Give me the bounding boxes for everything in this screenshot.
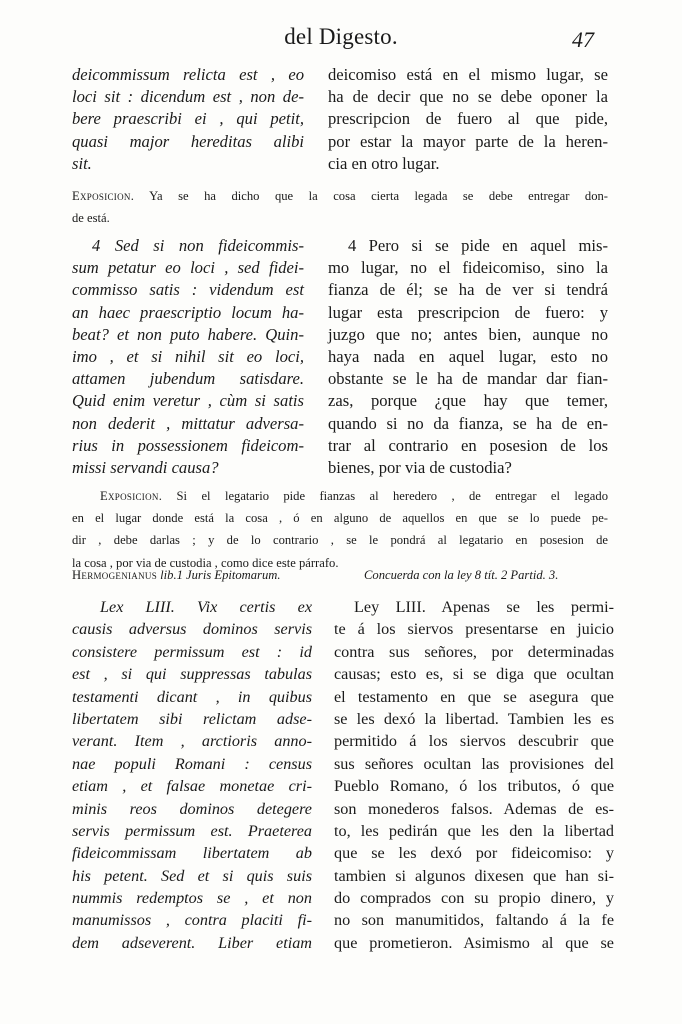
text-line: se les dexó la libertad. Tambien les es <box>334 709 614 728</box>
text-line: 4 Pero si se pide en aquel mis- <box>348 236 608 255</box>
text-line: imo , et si nihil sit eo loci, <box>72 346 304 366</box>
text-line: quando si no da fianza, se ha de en- <box>328 413 608 433</box>
text-line: Ya se ha dicho que la cosa cierta legada se debe entregar don- <box>134 189 608 203</box>
text-line: testamenti dicant , in quibus <box>72 687 312 706</box>
spanish-column-2 <box>328 235 608 479</box>
text-line: causas; esto es, si se diga que ocultan <box>334 665 614 684</box>
text-line: fideicommissam libertatem ab <box>72 844 312 863</box>
source-author: Hermogenianus <box>72 568 157 582</box>
text-line: verant. Item , arctioris anno- <box>72 732 312 751</box>
text-line: minis reos dominos detegere <box>72 799 312 818</box>
text-line: fianza de él; se ha de ver si tendrá <box>328 280 608 300</box>
text-line: quasi major hereditas alibi <box>72 131 304 151</box>
text-line: tambien si algunos dixesen que han si- <box>334 866 614 885</box>
text-line: rius in possessionem fideicom- <box>72 435 304 455</box>
page-number: 47 <box>572 27 594 52</box>
text-line: etiam , et falsae monetae cri- <box>72 777 312 796</box>
exposition-1 <box>72 189 608 233</box>
text-line: deicommissum relicta est , eo <box>72 65 304 84</box>
text-line: an haec praescriptio locum ha- <box>72 302 304 322</box>
text-line: sit. <box>72 153 92 173</box>
text-line: bienes, por via de custodia? <box>328 457 512 477</box>
text-line: zas, porque ¿que hay que temer, <box>328 391 608 411</box>
exposition-label: Exposicion. <box>100 489 163 503</box>
text-line: non dederit , mittatur adversa- <box>72 413 304 433</box>
source-citation <box>72 568 281 583</box>
text-line: bere praescribi ei , qui petit, <box>72 109 304 129</box>
spanish-column-1 <box>328 64 608 175</box>
text-line: attamen jubendum satisdare. <box>72 369 304 389</box>
text-line: nae populi Romani : census <box>72 754 312 773</box>
text-line: loci sit : dicendum est , non de- <box>72 87 304 107</box>
text-line: haya nada en aquel lugar, esto no <box>328 346 608 366</box>
text-line: por estar la mayor parte de la heren- <box>328 131 608 151</box>
text-line: Ley LIII. Apenas se les permi- <box>354 598 614 616</box>
text-line: mo lugar, no el fideicomiso, sino la <box>328 258 608 278</box>
text-line: Lex LIII. Vix certis ex <box>100 598 312 616</box>
text-line: dem adseverent. Liber etiam <box>72 933 312 952</box>
text-line: el testamento en que se asegura que <box>334 687 614 706</box>
text-line: libertatem sibi relictam adse- <box>72 709 312 728</box>
text-line: Si el legatario pide fianzas al heredero , de entregar el legado <box>162 489 608 503</box>
text-line: te á los siervos presentarse en juicio <box>334 620 614 639</box>
text-line: contra sus señores, por determinadas <box>334 642 614 661</box>
text-line: no son manumitidos, faltando á la fe <box>334 911 614 930</box>
text-line: manumissos , contra placiti fi- <box>72 911 312 930</box>
text-line: do comprados con su propio dinero, y <box>334 889 614 908</box>
text-line: son monederos falsos. Ademas de es- <box>334 799 614 818</box>
text-line: en el lugar donde está la cosa , ó en alguno de aquellos en que se lo puede pe- <box>72 511 608 526</box>
text-line: 4 Sed si non fideicommis- <box>92 236 304 255</box>
text-line: Quid enim veretur , cùm si satis <box>72 391 304 411</box>
text-line: ha de decir que no se debe oponer la <box>328 87 608 107</box>
text-line: cia en otro lugar. <box>328 153 440 173</box>
text-line: trar al contrario en posesion de los <box>328 435 608 455</box>
text-line: nummis redemptos se , et non <box>72 889 312 908</box>
text-line: causis adversus dominos servis <box>72 620 312 639</box>
text-line: obstante se le ha de mandar dar fian- <box>328 369 608 389</box>
text-line: lugar esta prescripcion de fuero: y <box>328 302 608 322</box>
exposition-label: Exposicion. <box>72 189 135 203</box>
text-line: consistere permissum est : id <box>72 642 312 661</box>
text-line: que se les dexó por fideicomiso: y <box>334 844 614 863</box>
latin-column-3 <box>72 596 312 954</box>
text-line: permitido á los siervos descubrir que <box>334 732 614 751</box>
text-line: sum petatur eo loci , sed fidei- <box>72 258 304 278</box>
text-line: la cosa , por via de custodia , como dice este párrafo. <box>72 555 339 570</box>
text-line: his petent. Sed et si quis suis <box>72 866 312 885</box>
text-line: beat? et non puto habere. Quin- <box>72 324 304 344</box>
text-line: deicomiso está en el mismo lugar, se <box>328 65 608 84</box>
concordance-note: Concuerda con la ley 8 tít. 2 Partid. 3. <box>364 568 559 582</box>
exposition-2 <box>72 489 608 578</box>
text-line: commisso satis : videndum est <box>72 280 304 300</box>
text-line: sus señores ocultan las provisiones del <box>334 754 614 773</box>
text-line: missi servandi causa? <box>72 457 219 477</box>
latin-column-1 <box>72 64 304 175</box>
text-line: Pueblo Romano, ó los tributos, ó que <box>334 777 614 796</box>
text-line: est , si qui suppressas tabulas <box>72 665 312 684</box>
text-line: dir , debe darlas ; y de lo contrario , se le pondrá al legatario en posesion de <box>72 533 608 548</box>
text-line: de está. <box>72 211 110 226</box>
text-line: juzgo que no; antes bien, aunque no <box>328 324 608 344</box>
text-line: que prometieron. Asimismo al que se <box>334 933 614 952</box>
spanish-column-3 <box>334 596 614 954</box>
text-line: prescripcion de fuero al que pide, <box>328 109 608 129</box>
latin-column-2 <box>72 235 304 479</box>
page-title: del Digesto. <box>284 24 398 49</box>
source-work: lib.1 Juris Epitomarum. <box>157 568 281 582</box>
text-line: to, les pedirán que les den la libertad <box>334 821 614 840</box>
text-line: servis permissum est. Praeterea <box>72 821 312 840</box>
